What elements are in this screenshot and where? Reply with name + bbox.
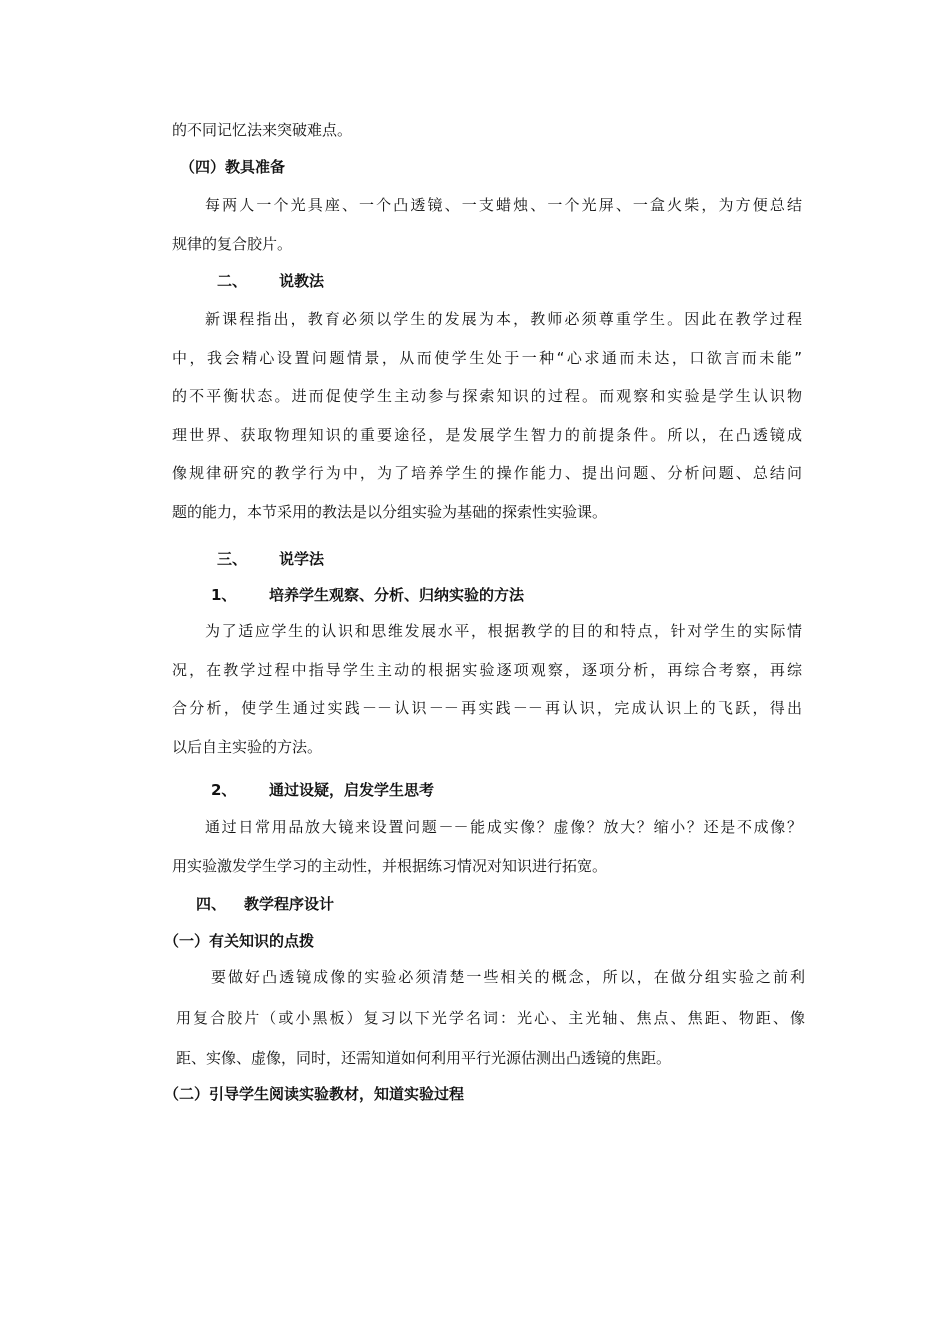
paragraph-line: 以后自主实验的方法。 [172, 738, 323, 756]
paragraph-line: 要做好凸透镜成像的实验必须清楚一些相关的概念，所以，在做分组实验之前利 [211, 968, 805, 986]
paragraph-line: 通过日常用品放大镜来设置问题－－能成实像？虚像？放大？缩小？还是不成像？ [205, 818, 802, 836]
paragraph-line: 每两人一个光具座、一个凸透镜、一支蜡烛、一个光屏、一盒火柴，为方便总结 [205, 196, 802, 214]
subsection-heading [211, 585, 524, 605]
paragraph-line: 用实验激发学生学习的主动性，并根据练习情况对知识进行拓宽。 [172, 857, 608, 875]
heading-number: 二、 [217, 272, 248, 290]
section-heading [196, 894, 334, 914]
subsection-heading: （二）引导学生阅读实验教材，知道实验过程 [164, 1085, 465, 1103]
heading-title: 说学法 [279, 550, 325, 568]
paragraph-line: 像规律研究的教学行为中，为了培养学生的操作能力、提出问题、分析问题、总结问 [172, 464, 802, 482]
section-heading: （四）教具准备 [180, 158, 286, 176]
paragraph-line: 为了适应学生的认识和思维发展水平，根据教学的目的和特点，针对学生的实际情 [205, 622, 802, 640]
paragraph-line: 合分析，使学生通过实践－－认识－－再实践－－再认识，完成认识上的飞跃，得出 [172, 699, 802, 717]
paragraph-line: 题的能力，本节采用的教法是以分组实验为基础的探索性实验课。 [172, 503, 608, 521]
heading-title: 教学程序设计 [244, 895, 335, 913]
heading-number: 1、 [211, 586, 237, 604]
heading-number: 三、 [217, 550, 248, 568]
paragraph-line: 中，我会精心设置问题情景，从而使学生处于一种“心求通而未达，口欲言而未能” [172, 349, 802, 367]
paragraph-line: 理世界、获取物理知识的重要途径，是发展学生智力的前提条件。所以，在凸透镜成 [172, 426, 802, 444]
heading-title: 说教法 [279, 272, 325, 290]
paragraph-line: 新课程指出，教育必须以学生的发展为本，教师必须尊重学生。因此在教学过程 [205, 310, 802, 328]
paragraph-line: 用复合胶片（或小黑板）复习以下光学名词：光心、主光轴、焦点、焦距、物距、像 [176, 1009, 805, 1027]
heading-title: 培养学生观察、分析、归纳实验的方法 [269, 586, 525, 604]
paragraph-line: 的不平衡状态。进而促使学生主动参与探索知识的过程。而观察和实验是学生认识物 [172, 387, 802, 405]
heading-number: 四、 [196, 895, 227, 913]
subsection-heading: （一）有关知识的点拨 [164, 932, 315, 950]
heading-number: 2、 [211, 781, 237, 799]
paragraph-line: 的不同记忆法来突破难点。 [172, 121, 353, 139]
paragraph-line: 规律的复合胶片。 [172, 235, 293, 253]
section-heading [217, 549, 324, 569]
subsection-heading [211, 780, 434, 800]
heading-title: 通过设疑，启发学生思考 [269, 781, 435, 799]
paragraph-line: 距、实像、虚像，同时，还需知道如何利用平行光源估测出凸透镜的焦距。 [176, 1049, 672, 1067]
section-heading [217, 271, 324, 291]
paragraph-line: 况，在教学过程中指导学生主动的根据实验逐项观察，逐项分析，再综合考察，再综 [172, 661, 802, 679]
